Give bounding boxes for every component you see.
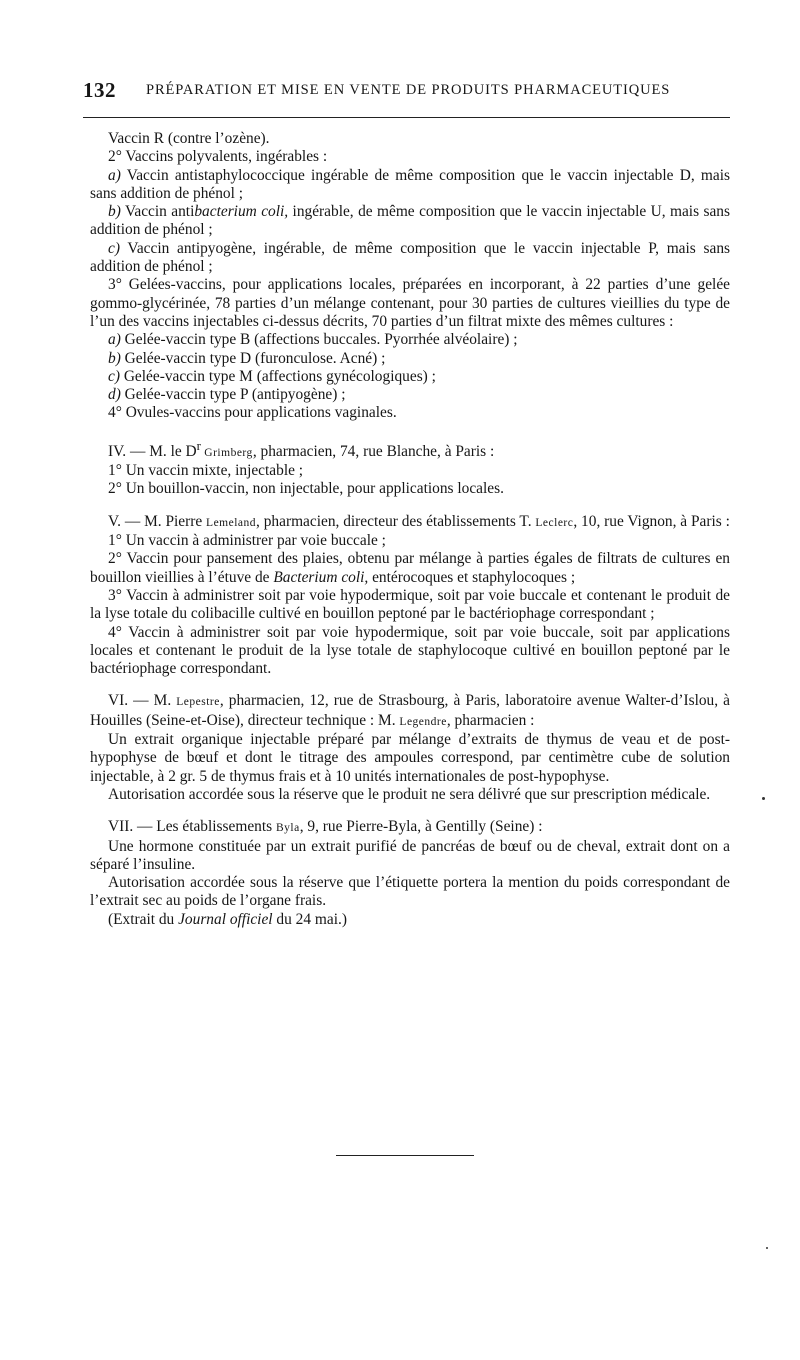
item-text: Vaccin antipyogène, ingérable, de même composition que le vaccin injectable P, mais sans addition de phénol ; [90, 239, 730, 276]
heading-text: , pharmacien, 74, rue Blanche, à Paris : [252, 442, 495, 460]
paragraph [90, 331, 730, 349]
paragraph: 2° Un bouillon-vaccin, non injectable, pour applications locales. [108, 480, 504, 498]
paragraph [90, 368, 730, 386]
item-text: Gelée-vaccin type M (affections gynécologiques) ; [119, 367, 436, 385]
paragraph: 3° Gelées-vaccins, pour applications locales, préparées en incorporant, à 22 parties d’une gelée gommo-glycérinée, 78 parties d’un mélange contenant, pour 30 parties de cultures vieillies du type de l’un des vaccins injectables ci-dessus décrits, 70 parties d’un filtrat mixte des mêmes cultures : [90, 276, 730, 330]
paragraph: Autorisation accordée sous la réserve que l’étiquette portera la mention du poids correspondant de l’extrait sec au poids de l’organe frais. [90, 874, 730, 910]
section-heading [90, 818, 730, 837]
heading-text: , pharmacien : [446, 711, 535, 729]
paragraph: 4° Vaccin à administrer soit par voie hypodermique, soit par voie buccale, soit par applications locales et contenant le produit de la lyse totale de staphylocoque cultivé en bouillon peptoné par le bactériophage correspondant. [90, 623, 730, 678]
item-text: Gelée-vaccin type P (antipyogène) ; [120, 386, 346, 404]
item-text: 2° Vaccin pour pansement des plaies, obtenu par mélange à parties égales de filtrats de cultures en bouillon vieillies à l’étuve de [90, 550, 730, 586]
heading-text: , 9, rue Pierre-Byla, à Gentilly (Seine) : [299, 818, 543, 836]
heading-text: , 10, rue Vignon, à Paris : [573, 512, 730, 530]
paragraph: Un extrait organique injectable préparé par mélange d’extraits de thymus de veau et de post-hypophyse de bœuf et dont le titrage des ampoules correspond, par centimètre cube de solution injectable, à 2 gr. 5 de thymus frais et à 10 unités internationales de post-hypophyse. [90, 731, 730, 785]
person-name: Grimberg [200, 446, 253, 459]
heading-text: IV. — M. le D [108, 442, 197, 460]
item-label: a) [108, 166, 121, 184]
page-body [90, 130, 730, 929]
italic-term: bacterium coli, [194, 203, 289, 221]
paragraph [90, 350, 730, 368]
item-label: b) [108, 349, 121, 367]
source-note [90, 911, 730, 929]
header-rule [83, 117, 730, 118]
heading-text: , pharmacien, 12, rue de Strasbourg, à Paris, laboratoire avenue Walter-d’Islou, à Houilles (Seine-et-Oise), directeur technique : M. [90, 692, 730, 729]
print-speck [766, 1247, 768, 1249]
paragraph: Autorisation accordée sous la réserve que le produit ne sera délivré que sur prescription médicale. [108, 785, 711, 803]
journal-title: Journal officiel [178, 910, 273, 928]
page-number: 132 [83, 78, 116, 102]
paragraph [90, 167, 730, 204]
paragraph: 3° Vaccin à administrer soit par voie hypodermique, soit par voie buccale et contenant le produit de la lyse totale du colibacille cultivé en bouillon peptoné par le bactériophage correspondant ; [90, 586, 730, 623]
end-rule [336, 1155, 474, 1156]
person-name: Legendre [399, 715, 447, 728]
heading-text: VI. — M. [108, 692, 177, 710]
heading-text: V. — M. Pierre [108, 512, 207, 530]
paragraph [90, 203, 730, 240]
item-label: b) [108, 203, 121, 221]
heading-text: VII. — Les établissements [108, 818, 276, 836]
item-text: ingérable, de même composition que le vaccin injectable U, mais sans addition de phénol ; [90, 203, 730, 239]
person-name: Byla [275, 822, 300, 835]
item-text: Vaccin anti [120, 203, 195, 221]
paragraph: 2° Vaccins polyvalents, ingérables : [108, 148, 328, 166]
section-heading [90, 437, 730, 462]
heading-text: , pharmacien, directeur des établissements T. [256, 512, 536, 530]
paragraph: 1° Un vaccin à administrer par voie buccale ; [108, 532, 386, 550]
item-text: Vaccin antistaphylococcique ingérable de même composition que le vaccin injectable D, mais sans addition de phénol ; [90, 166, 730, 202]
item-label: d) [108, 386, 121, 404]
item-label: c) [108, 367, 120, 385]
item-text: entérocoques et staphylocoques ; [368, 568, 576, 586]
running-head: PRÉPARATION ET MISE EN VENTE DE PRODUITS PHARMACEUTIQUES [146, 82, 671, 98]
paragraph [90, 240, 730, 277]
paragraph: Une hormone constituée par un extrait purifié de pancréas de bœuf ou de cheval, extrait dont on a séparé l’insuline. [90, 837, 730, 873]
item-text: Gelée-vaccin type B (affections buccales. Pyorrhée alvéolaire) ; [120, 331, 518, 349]
source-text: du 24 mai.) [272, 910, 347, 928]
section-heading [90, 692, 730, 731]
source-text: (Extrait du [108, 910, 179, 928]
item-label: c) [108, 239, 120, 257]
person-name: Lepestre [176, 696, 220, 709]
print-speck [762, 797, 765, 800]
paragraph [90, 386, 730, 404]
italic-term: Bacterium coli, [273, 568, 369, 586]
paragraph [90, 550, 730, 587]
item-label: a) [108, 331, 121, 349]
paragraph: 1° Un vaccin mixte, injectable ; [108, 462, 304, 480]
paragraph: 4° Ovules-vaccins pour applications vaginales. [108, 404, 397, 422]
person-name: Lemeland [206, 516, 257, 529]
section-heading [90, 513, 730, 532]
superscript: r [196, 438, 201, 453]
paragraph: Vaccin R (contre l’ozène). [108, 130, 270, 147]
item-text: Gelée-vaccin type D (furonculose. Acné) ; [120, 349, 386, 367]
person-name: Leclerc [535, 516, 574, 529]
